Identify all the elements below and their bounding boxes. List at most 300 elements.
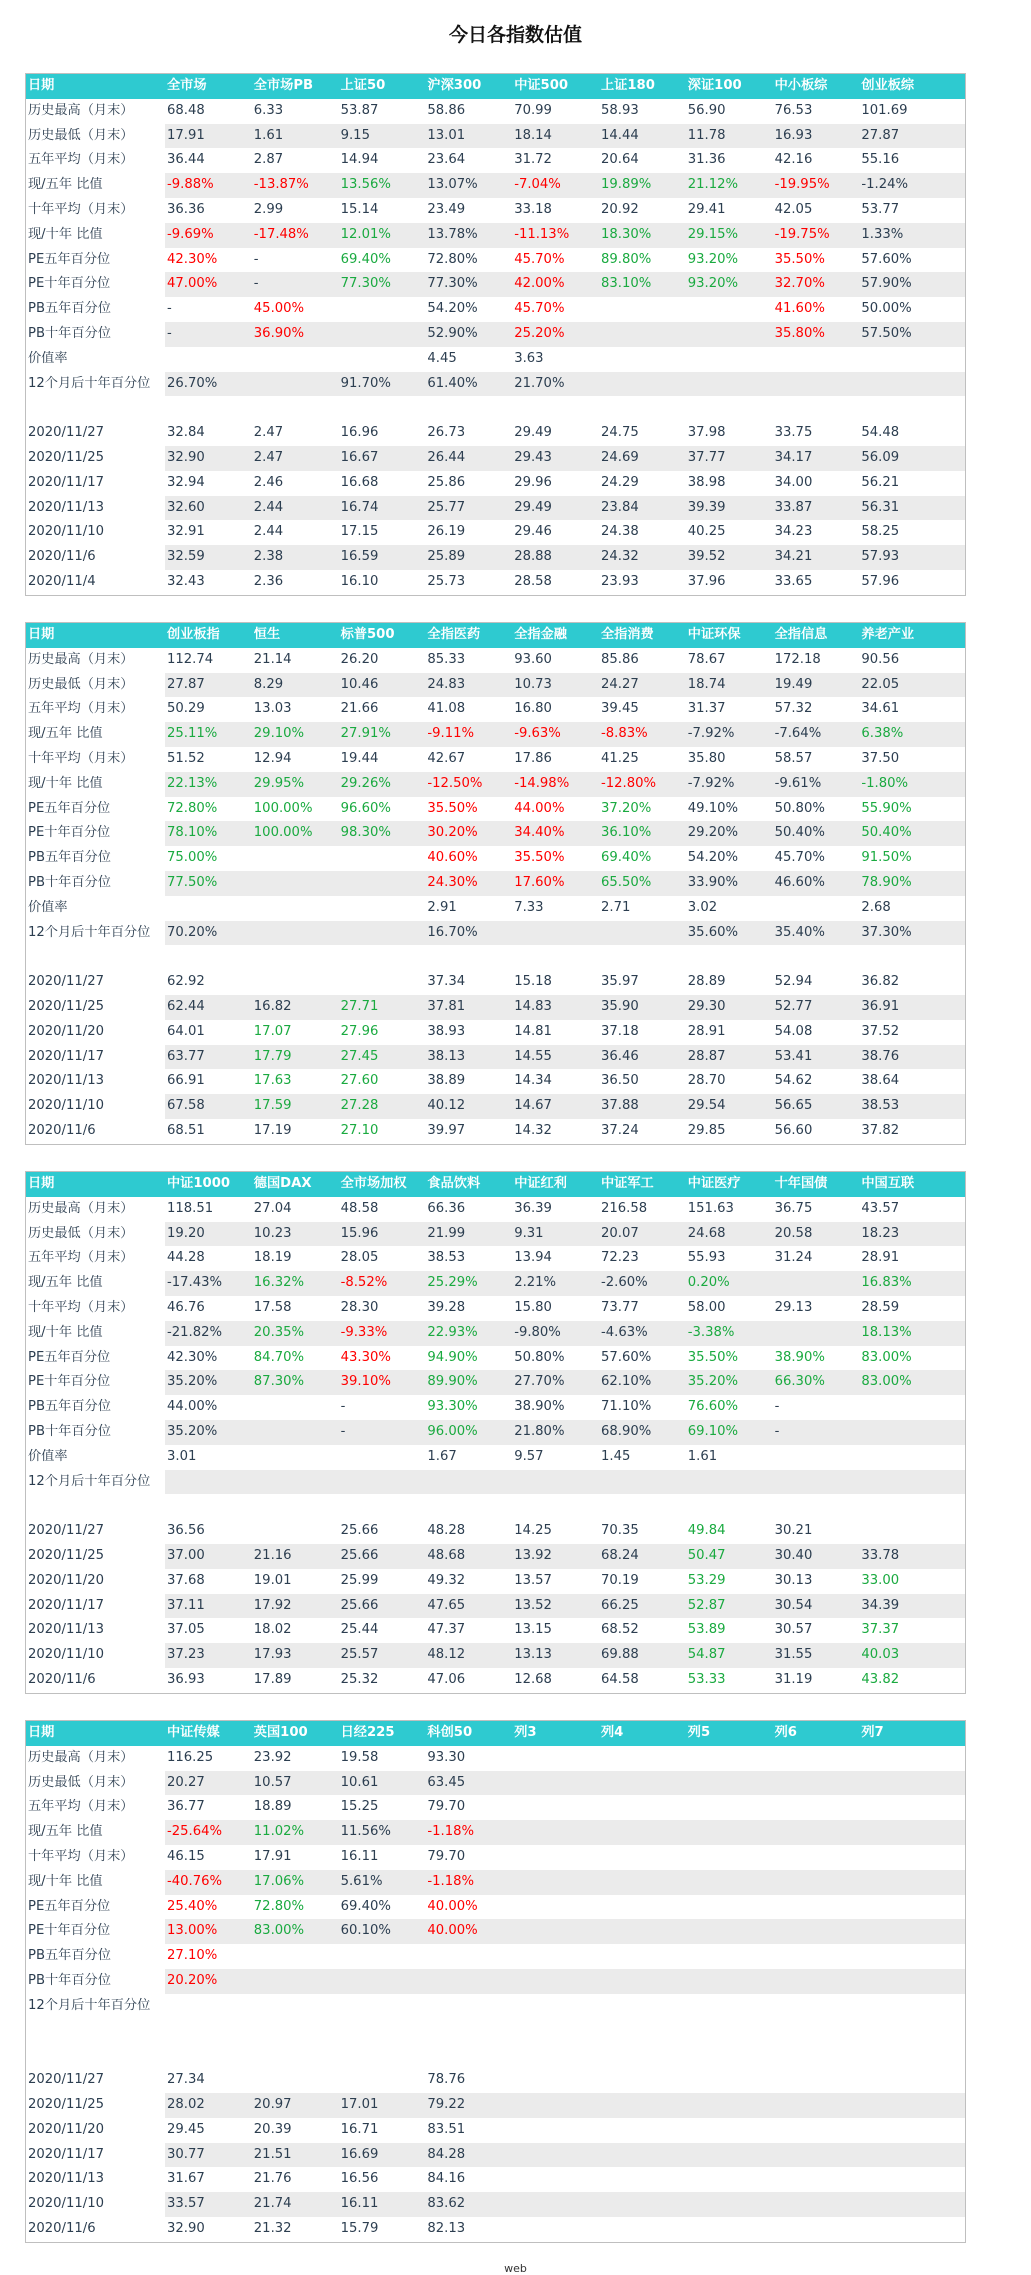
table-cell: 63.45 <box>427 1774 466 1790</box>
table-cell: 21.70% <box>514 375 565 391</box>
table-cell: 75.00% <box>167 850 218 866</box>
table-cell <box>252 1969 339 1994</box>
table-cell: 36.46 <box>600 1048 639 1064</box>
table-cell <box>773 2093 860 2118</box>
table-cell: 17.93 <box>253 1647 292 1663</box>
table-cell: 12.68 <box>514 1671 552 1687</box>
table-cell: 79.70 <box>427 1848 466 1864</box>
table-cell <box>512 1795 599 1820</box>
table-cell: 62.10% <box>600 1374 652 1390</box>
table-row <box>26 99 965 124</box>
table-cell: 100.00% <box>253 825 313 841</box>
column-header: 列5 <box>687 1725 711 1740</box>
table-cell: 15.80 <box>514 1299 552 1315</box>
table-row <box>26 1895 965 1920</box>
table-cell: 37.98 <box>687 425 726 441</box>
row-label: 2020/11/17 <box>26 1045 165 1070</box>
table-cell: 24.83 <box>427 676 466 692</box>
table-cell: 77.30% <box>427 276 478 292</box>
table-cell <box>512 2192 599 2217</box>
table-cell: 38.98 <box>687 474 726 490</box>
table-row <box>26 421 965 446</box>
column-header: 中国互联 <box>861 1176 915 1191</box>
table-cell: 21.80% <box>514 1423 565 1439</box>
table-cell: 11.02% <box>253 1824 305 1840</box>
table-cell: 54.20% <box>427 301 478 317</box>
table-cell: 25.77 <box>427 499 466 515</box>
table-cell: 79.70 <box>427 1799 466 1815</box>
table-cell <box>339 322 426 347</box>
table-row <box>26 846 965 871</box>
table-cell: 58.86 <box>427 102 466 118</box>
table-cell: 26.20 <box>340 651 379 667</box>
table-cell: 16.11 <box>340 1848 379 1864</box>
table-cell: 19.89% <box>600 177 652 193</box>
table-row <box>26 1544 965 1569</box>
table-cell: 20.64 <box>600 152 639 168</box>
row-label: 2020/11/10 <box>26 2192 165 2217</box>
table-cell: 21.32 <box>253 2220 292 2236</box>
table-cell: 32.94 <box>167 474 205 490</box>
table-cell: 38.13 <box>427 1048 466 1064</box>
column-header: 中证红利 <box>514 1176 567 1191</box>
table-cell: - <box>774 1399 780 1415</box>
table-cell: 13.57 <box>514 1572 552 1588</box>
table-cell: 34.40% <box>514 825 565 841</box>
table-row <box>26 272 965 297</box>
table-cell: 37.81 <box>427 998 466 1014</box>
row-label: 2020/11/13 <box>26 496 165 521</box>
table-cell: 45.70% <box>514 301 565 317</box>
table-cell <box>512 2167 599 2192</box>
table-cell <box>859 1795 946 1820</box>
table-cell: 35.50% <box>514 850 565 866</box>
row-label: 2020/11/17 <box>28 474 105 490</box>
table-cell <box>859 1519 946 1544</box>
table-cell: 39.10% <box>340 1374 391 1390</box>
table-cell: 18.14 <box>514 127 552 143</box>
table-cell: 46.60% <box>774 874 825 890</box>
table-cell <box>339 1470 426 1495</box>
table-cell: 83.62 <box>427 2196 466 2212</box>
table-cell: 25.32 <box>340 1671 379 1687</box>
table-cell <box>773 2143 860 2168</box>
table-cell <box>339 896 426 921</box>
table-cell <box>252 970 339 995</box>
table-cell: 93.20% <box>687 251 739 267</box>
table-cell: 28.91 <box>687 1023 726 1039</box>
table-row <box>26 1395 965 1420</box>
table-cell: -1.24% <box>861 177 909 193</box>
table-row <box>26 1119 965 1144</box>
table-cell: 13.92 <box>514 1547 552 1563</box>
table-cell <box>512 2143 599 2168</box>
table-cell: 39.28 <box>427 1299 466 1315</box>
table-cell: 38.93 <box>427 1023 466 1039</box>
table-cell: 23.92 <box>253 1749 292 1765</box>
table-cell: 34.00 <box>774 474 813 490</box>
table-cell: 10.73 <box>514 676 552 692</box>
table-cell: 36.93 <box>167 1671 205 1687</box>
table-row <box>26 1618 965 1643</box>
table-cell: - <box>167 325 172 341</box>
table-cell: 52.94 <box>774 974 813 990</box>
table-cell: 13.13 <box>514 1647 552 1663</box>
table-cell: 53.33 <box>687 1671 726 1687</box>
table-cell: 38.89 <box>427 1073 466 1089</box>
table-cell: 16.71 <box>340 2121 379 2137</box>
table-cell: 33.87 <box>774 499 813 515</box>
table-cell: 32.90 <box>167 2220 205 2236</box>
table-cell: 20.07 <box>600 1225 639 1241</box>
spacer-row <box>26 945 965 970</box>
table-cell: 37.30% <box>861 924 912 940</box>
table-cell: -7.04% <box>514 177 561 193</box>
table-cell <box>686 1994 773 2019</box>
table-cell: -7.92% <box>687 726 735 742</box>
table-row <box>26 1746 965 1771</box>
table-cell: 47.06 <box>427 1671 466 1687</box>
table-cell: 16.70% <box>427 924 478 940</box>
table-cell <box>512 2093 599 2118</box>
table-cell: 17.92 <box>253 1597 292 1613</box>
table-cell: 151.63 <box>687 1200 734 1216</box>
table-cell: 49.10% <box>687 800 739 816</box>
table-cell <box>859 2217 946 2242</box>
table-cell: 35.50% <box>687 1349 739 1365</box>
table-cell <box>686 297 773 322</box>
row-label: 12个月后十年百分位 <box>26 1470 165 1495</box>
table-cell: 37.88 <box>600 1098 639 1114</box>
table-cell: 37.68 <box>167 1572 205 1588</box>
table-cell: -8.52% <box>340 1275 388 1291</box>
table-cell: 70.99 <box>514 102 552 118</box>
table-cell <box>686 1870 773 1895</box>
table-cell: 37.20% <box>600 800 652 816</box>
table-cell: 25.73 <box>427 573 466 589</box>
table-cell: 6.38% <box>861 726 904 742</box>
table-cell: 14.94 <box>340 152 379 168</box>
column-header: 深证100 <box>687 78 742 93</box>
table-cell: 18.19 <box>253 1250 292 1266</box>
table-cell: 16.68 <box>340 474 379 490</box>
table-cell: 48.68 <box>427 1547 466 1563</box>
table-cell: -40.76% <box>167 1873 223 1889</box>
table-cell: 3.01 <box>167 1448 197 1464</box>
table-row <box>26 446 965 471</box>
row-label: 历史最高（月末） <box>28 651 134 667</box>
table-cell: 33.57 <box>167 2196 205 2212</box>
table-cell: 29.46 <box>514 524 552 540</box>
table-cell: 57.90% <box>861 276 912 292</box>
table-cell: 19.49 <box>774 676 813 692</box>
table-cell: 0.20% <box>687 1275 730 1291</box>
table-cell <box>773 2068 860 2093</box>
table-cell: 25.99 <box>340 1572 379 1588</box>
table-cell: 21.66 <box>340 701 379 717</box>
table-cell: 14.44 <box>600 127 639 143</box>
table-cell <box>773 2118 860 2143</box>
table-cell <box>773 1944 860 1969</box>
table-cell: 43.30% <box>340 1349 391 1365</box>
row-label: 五年平均（月末） <box>28 1250 134 1266</box>
table-cell: 13.07% <box>427 177 478 193</box>
row-label: 2020/11/27 <box>28 1523 105 1539</box>
table-cell: 55.16 <box>861 152 900 168</box>
table-cell: 18.02 <box>253 1622 292 1638</box>
row-label: PE五年百分位 <box>28 1898 111 1914</box>
table-cell <box>686 2192 773 2217</box>
table-cell: 10.46 <box>340 676 379 692</box>
table-cell: 19.20 <box>167 1225 205 1241</box>
table-cell: 35.90 <box>600 998 639 1014</box>
table-cell: 25.66 <box>340 1597 379 1613</box>
table-cell <box>339 2068 426 2093</box>
row-label: 历史最低（月末） <box>26 1771 165 1796</box>
table-cell: 29.15% <box>687 226 739 242</box>
table-cell: 78.10% <box>167 825 218 841</box>
table-cell: 27.87 <box>861 127 900 143</box>
table-cell: 47.00% <box>167 276 218 292</box>
table-cell: 66.30% <box>774 1374 825 1390</box>
table-cell: 17.15 <box>340 524 379 540</box>
table-cell: 53.41 <box>774 1048 813 1064</box>
table-cell: 37.00 <box>167 1547 205 1563</box>
column-header: 列7 <box>861 1725 884 1740</box>
table-cell: 37.82 <box>861 1122 900 1138</box>
row-label: 现/五年 比值 <box>26 722 165 747</box>
column-header: 德国DAX <box>253 1176 312 1191</box>
column-header: 中证1000 <box>167 1176 231 1191</box>
table-cell: 43.57 <box>861 1200 900 1216</box>
table-cell: 98.30% <box>340 825 391 841</box>
column-header: 上证50 <box>340 78 386 93</box>
table-cell: 47.37 <box>427 1622 466 1638</box>
table-cell <box>773 1969 860 1994</box>
row-label: 价值率 <box>28 899 68 915</box>
table-cell: 36.90% <box>253 325 305 341</box>
table-row <box>26 797 965 822</box>
table-row <box>26 520 965 545</box>
table-cell: 24.68 <box>687 1225 726 1241</box>
table-cell <box>599 2167 686 2192</box>
table-cell: 48.28 <box>427 1523 466 1539</box>
row-label: PB十年百分位 <box>26 322 165 347</box>
table-cell: 56.21 <box>861 474 900 490</box>
table-cell: 23.84 <box>600 499 639 515</box>
table-cell <box>859 1944 946 1969</box>
table-cell: -17.48% <box>253 226 309 242</box>
table-cell: 25.29% <box>427 1275 478 1291</box>
table-cell: 14.81 <box>514 1023 552 1039</box>
table-cell: 72.80% <box>427 251 478 267</box>
table-cell: 22.05 <box>861 676 900 692</box>
table-cell: 2.36 <box>253 573 284 589</box>
table-cell: 17.91 <box>253 1848 292 1864</box>
table-cell: 216.58 <box>600 1200 648 1216</box>
row-label: 现/十年 比值 <box>26 1321 165 1346</box>
table-cell: 65.50% <box>600 874 652 890</box>
table-cell: 35.80% <box>774 325 825 341</box>
table-cell <box>339 846 426 871</box>
table-cell: 15.79 <box>340 2220 379 2236</box>
table-cell: 19.58 <box>340 1749 379 1765</box>
table-cell: 17.63 <box>253 1073 292 1089</box>
table-cell <box>686 2118 773 2143</box>
column-header: 中证环保 <box>687 627 741 642</box>
table-row <box>26 570 965 595</box>
row-label: 2020/11/6 <box>28 1122 96 1138</box>
row-label: 历史最高（月末） <box>28 1200 134 1216</box>
table-cell: 56.09 <box>861 449 900 465</box>
column-header: 英国100 <box>253 1725 308 1740</box>
table-cell: 90.56 <box>861 651 900 667</box>
table-cell: -9.88% <box>167 177 214 193</box>
table-cell: 16.10 <box>340 573 379 589</box>
table-cell: 23.49 <box>427 201 466 217</box>
column-header: 中证500 <box>514 78 569 93</box>
column-header: 恒生 <box>253 627 281 642</box>
table-cell <box>599 1969 686 1994</box>
table-cell: 1.67 <box>427 1448 457 1464</box>
table-cell <box>165 896 252 921</box>
table-cell: 70.35 <box>600 1523 639 1539</box>
table-cell: 24.29 <box>600 474 639 490</box>
table-cell: 68.48 <box>167 102 205 118</box>
table-row <box>26 2192 965 2217</box>
table-cell: 10.57 <box>253 1774 292 1790</box>
table-row <box>26 223 965 248</box>
table-cell: 21.99 <box>427 1225 466 1241</box>
row-label: PB五年百分位 <box>28 1948 111 1964</box>
table-cell <box>512 1944 599 1969</box>
table-cell: 45.70% <box>774 850 825 866</box>
table-cell: 24.38 <box>600 524 639 540</box>
table-cell <box>686 1919 773 1944</box>
table-cell: 67.58 <box>167 1098 205 1114</box>
table-row <box>26 1246 965 1271</box>
table-row <box>26 372 965 397</box>
table-row <box>26 747 965 772</box>
table-cell: 72.23 <box>600 1250 639 1266</box>
table-cell: 44.00% <box>167 1399 218 1415</box>
table-cell: 30.77 <box>167 2146 205 2162</box>
table-cell: 16.59 <box>340 549 379 565</box>
table-cell: 2.46 <box>253 474 284 490</box>
table-cell: -1.18% <box>427 1873 475 1889</box>
table-cell: 28.58 <box>514 573 552 589</box>
table-cell: 23.93 <box>600 573 639 589</box>
table-cell <box>599 2143 686 2168</box>
table-cell: 19.44 <box>340 750 379 766</box>
table-cell <box>686 372 773 397</box>
table-cell: - <box>774 1423 780 1439</box>
table-cell: 35.20% <box>687 1374 739 1390</box>
table-cell: 79.22 <box>427 2096 466 2112</box>
table-cell: 28.89 <box>687 974 726 990</box>
table-cell: 35.50% <box>427 800 478 816</box>
table-cell: 24.30% <box>427 874 478 890</box>
table-cell <box>686 1470 773 1495</box>
table-cell: 56.65 <box>774 1098 813 1114</box>
table-cell: 16.96 <box>340 425 379 441</box>
table-cell: 50.47 <box>687 1547 726 1563</box>
table-cell: 83.10% <box>600 276 652 292</box>
table-cell: -1.18% <box>427 1824 475 1840</box>
table-cell: 38.90% <box>774 1349 825 1365</box>
table-cell <box>773 896 860 921</box>
table-cell: 27.10 <box>340 1122 379 1138</box>
column-header: 上证180 <box>600 78 655 93</box>
table-cell: 32.60 <box>167 499 205 515</box>
table-cell: 53.29 <box>687 1572 726 1588</box>
table-row <box>26 1820 965 1845</box>
row-label: 12个月后十年百分位 <box>28 1997 151 2013</box>
table-cell <box>686 2217 773 2242</box>
table-cell <box>599 2192 686 2217</box>
table-cell: 25.11% <box>167 726 218 742</box>
table-cell: 9.15 <box>340 127 370 143</box>
table-cell: 1.61 <box>253 127 284 143</box>
table-cell: 36.56 <box>167 1523 205 1539</box>
table-cell: 21.14 <box>253 651 292 667</box>
table-row <box>26 2167 965 2192</box>
table-row <box>26 1420 965 1445</box>
table-cell: 15.25 <box>340 1799 379 1815</box>
table-cell: 72.80% <box>167 800 218 816</box>
table-cell: 34.21 <box>774 549 813 565</box>
table-cell: 53.77 <box>861 201 900 217</box>
table-row <box>26 1470 965 1495</box>
table-cell: 40.25 <box>687 524 726 540</box>
table-cell <box>773 372 860 397</box>
table-cell: 31.72 <box>514 152 552 168</box>
table-header-row <box>26 74 965 99</box>
table-row <box>26 1321 965 1346</box>
table-cell <box>512 2068 599 2093</box>
table-cell: 25.66 <box>340 1547 379 1563</box>
table-row <box>26 673 965 698</box>
table-cell <box>252 846 339 871</box>
table-cell <box>252 2068 339 2093</box>
table-cell: 38.90% <box>514 1399 565 1415</box>
table-cell: 24.32 <box>600 549 639 565</box>
table-cell: 93.30 <box>427 1749 466 1765</box>
table-cell: 31.67 <box>167 2171 205 2187</box>
row-label: PE五年百分位 <box>28 1349 111 1365</box>
table-cell: 1.61 <box>687 1448 718 1464</box>
table-row <box>26 322 965 347</box>
table-cell: 172.18 <box>774 651 821 667</box>
table-cell: 40.00% <box>427 1898 478 1914</box>
table-cell: 30.57 <box>774 1622 813 1638</box>
table-cell: 28.59 <box>861 1299 900 1315</box>
table-cell: 50.80% <box>774 800 825 816</box>
table-cell: -4.63% <box>600 1324 648 1340</box>
table-cell: 91.50% <box>861 850 912 866</box>
table-cell <box>252 1420 339 1445</box>
table-cell: 37.77 <box>687 449 726 465</box>
column-header: 食品饮料 <box>427 1176 481 1191</box>
table-cell: 14.34 <box>514 1073 552 1089</box>
table-cell <box>252 1445 339 1470</box>
table-cell: 73.77 <box>600 1299 639 1315</box>
row-label: PE十年百分位 <box>26 1919 165 1944</box>
table-cell: 20.92 <box>600 201 639 217</box>
table-cell: 33.00 <box>861 1572 900 1588</box>
table-cell: 29.49 <box>514 499 552 515</box>
table-cell: 93.60 <box>514 651 552 667</box>
